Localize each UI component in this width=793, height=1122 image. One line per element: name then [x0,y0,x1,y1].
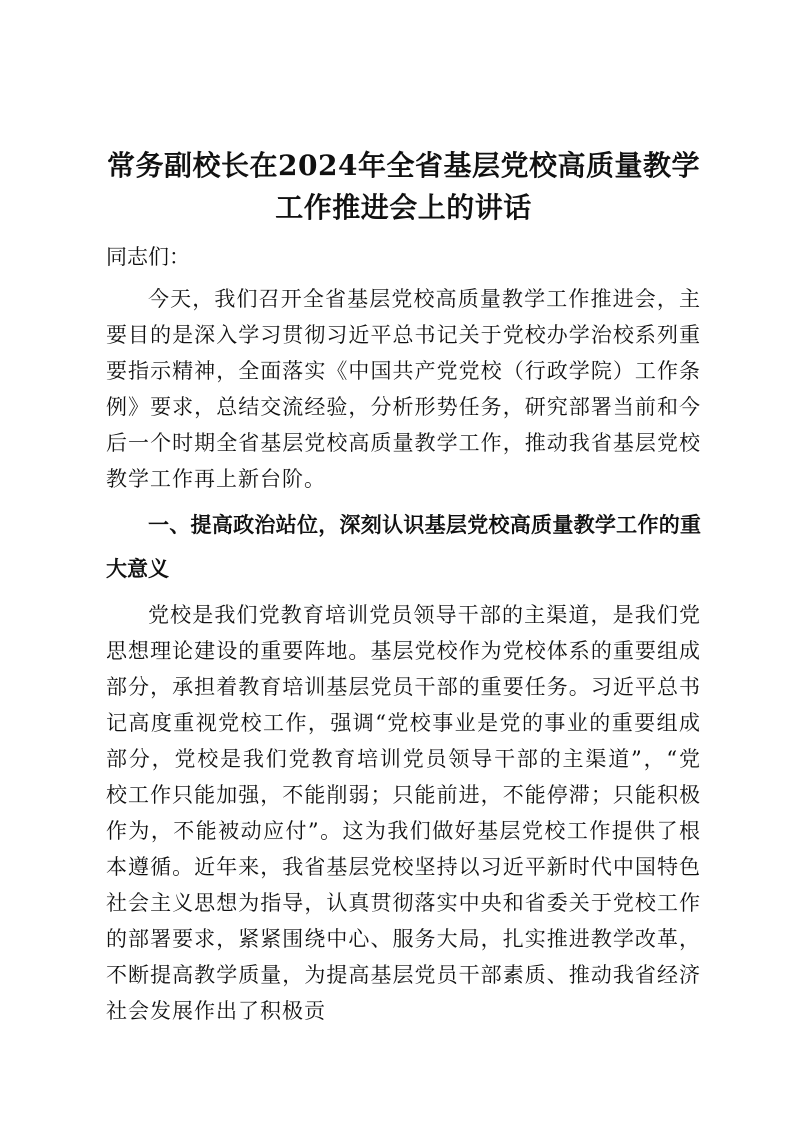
document-title: 常务副校长在2024年全省基层党校高质量教学工作推进会上的讲话 [107,149,700,224]
salutation: 同志们： [106,245,190,269]
section-heading-1: 一、提高政治站位，深刻认识基层党校高质量教学工作的重大意义 [106,513,701,581]
section-1-paragraph: 党校是我们党教育培训党员领导干部的主渠道，是我们党思想理论建设的重要阵地。基层党校作为党校体系的重要组成部分，承担着教育培训基层党员干部的重要任务。习近平总书记高度重视党校工作，强调“党校事业是党的事业的重要组成部分，党校是我们党教育培训党员领导干部的主渠道”，“党校工作只能加强，不能削弱；只能前进，不能停滞；只能积极作为，不能被动应付”。这为我们做好基层党校工作提供了根本遵循。近年来，我省基层党校坚持以习近平新时代中国特色社会主义思想为指导，认真贯彻落实中央和省委关于党校工作的部署要求，紧紧围绕中心、服务大局，扎实推进教学改革，不断提高教学质量，为提高基层党员干部素质、推动我省经济社会发展作出了积极贡 [106,603,701,1023]
intro-paragraph: 今天，我们召开全省基层党校高质量教学工作推进会，主要目的是深入学习贯彻习近平总书记关于党校办学治校系列重要指示精神，全面落实《中国共产党党校（行政学院）工作条例》要求，总结交流经验，分析形势任务，研究部署当前和今后一个时期全省基层党校高质量教学工作，推动我省基层党校教学工作再上新台阶。 [106,287,701,491]
